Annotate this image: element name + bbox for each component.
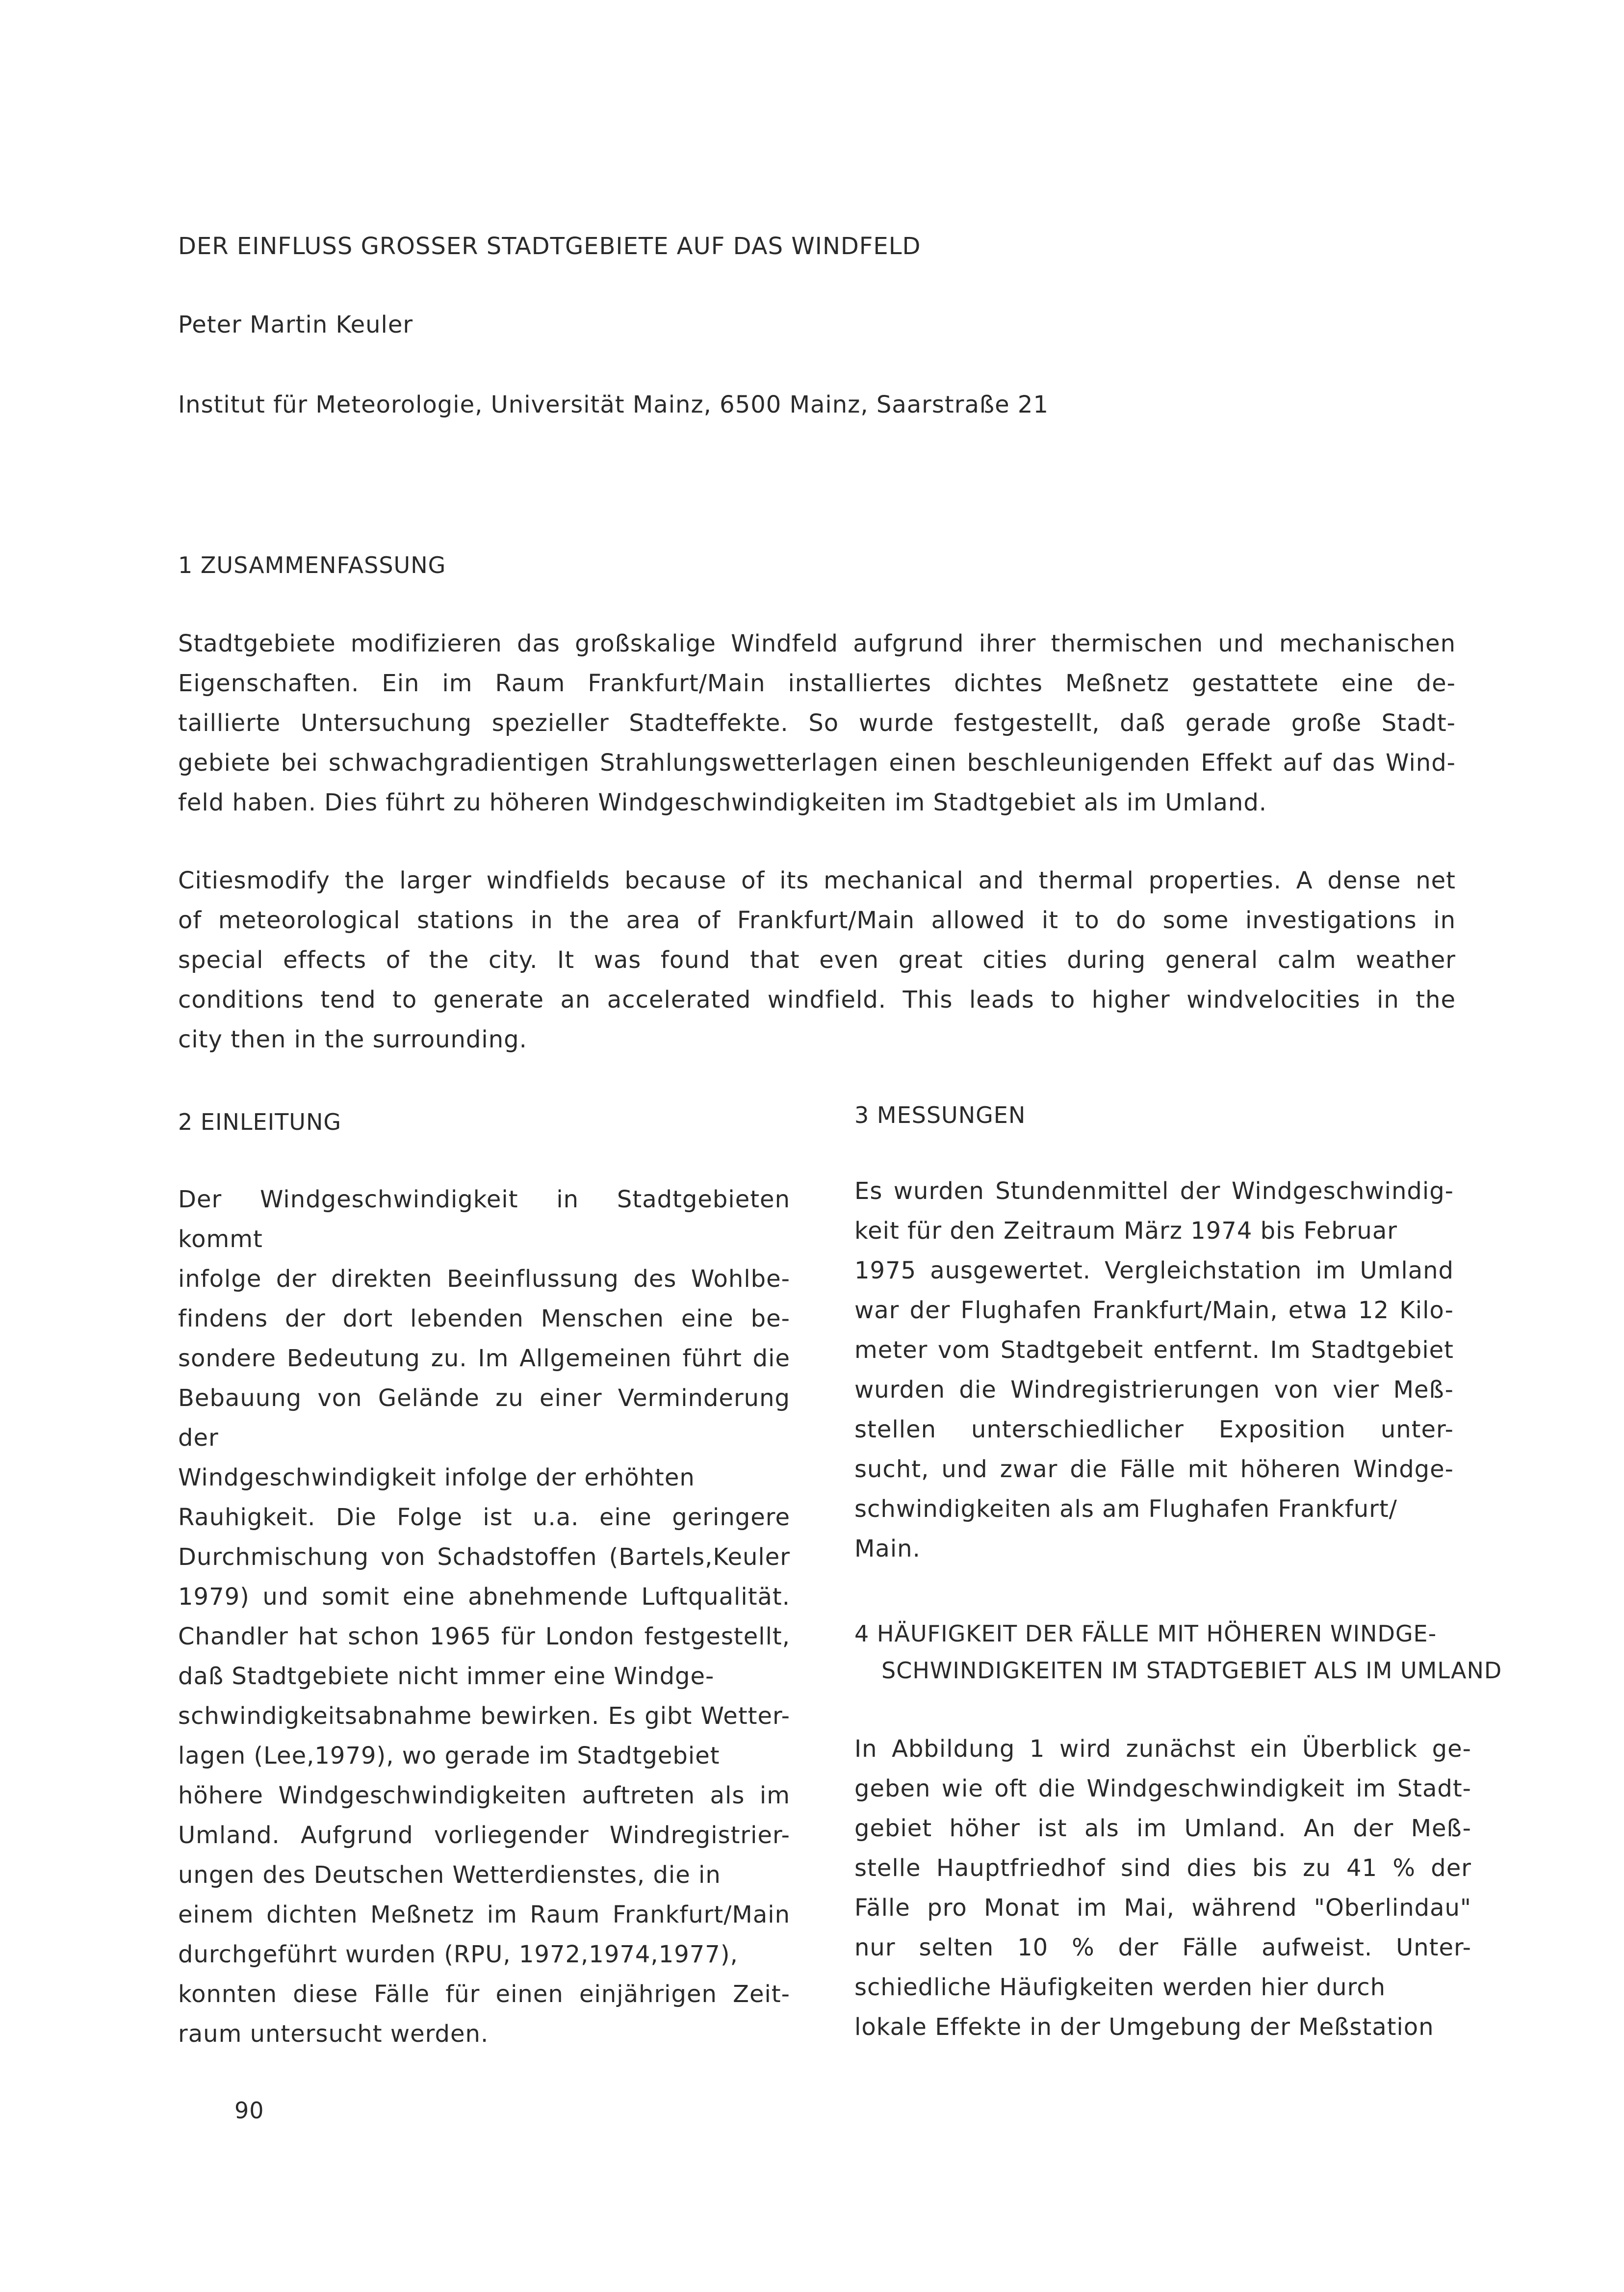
abstract-english-line: special effects of the city. It was found that even great cities during general calm weather (178, 946, 1456, 974)
haeufigkeit-body (854, 1729, 1471, 2047)
abstract-german-line: taillierte Untersuchung spezieller Stadteffekte. So wurde festgestellt, daß gerade große Stadt- (178, 709, 1456, 737)
section-heading-einleitung: 2 EINLEITUNG (178, 1109, 342, 1135)
einleitung-line: daß Stadtgebiete nicht immer eine Windge- (178, 1663, 715, 1690)
page-number: 90 (234, 2097, 264, 2124)
haeufigkeit-line: gebiet höher ist als im Umland. An der Meß- (854, 1815, 1471, 1842)
section-heading-haeufigkeit-continued: SCHWINDIGKEITEN IM STADTGEBIET ALS IM UMLAND (881, 1657, 1502, 1684)
einleitung-line: ungen des Deutschen Wetterdienstes, die in (178, 1861, 721, 1889)
haeufigkeit-line: nur selten 10 % der Fälle aufweist. Unter- (854, 1934, 1471, 1961)
section-heading-zusammenfassung: 1 ZUSAMMENFASSUNG (178, 552, 446, 578)
abstract-english-line: city then in the surrounding. (178, 1026, 527, 1053)
haeufigkeit-line: Fälle pro Monat im Mai, während "Oberlindau" (854, 1894, 1471, 1922)
messungen-body (854, 1172, 1454, 1569)
paper-title: DER EINFLUSS GROSSER STADTGEBIETE AUF DAS WINDFELD (178, 233, 921, 260)
abstract-german-line: feld haben. Dies führt zu höheren Windgeschwindigkeiten im Stadtgebiet als im Umland. (178, 789, 1267, 816)
messungen-line: 1975 ausgewertet. Vergleichstation im Umland (854, 1257, 1454, 1284)
haeufigkeit-line: schiedliche Häufigkeiten werden hier durch (854, 1974, 1386, 2001)
einleitung-line: schwindigkeitsabnahme bewirken. Es gibt Wetter- (178, 1702, 790, 1730)
abstract-german (178, 624, 1456, 823)
einleitung-line: Bebauung von Gelände zu einer Verminderung der (178, 1384, 790, 1452)
einleitung-line: sondere Bedeutung zu. Im Allgemeinen führt die (178, 1345, 790, 1372)
einleitung-line: Windgeschwindigkeit infolge der erhöhten (178, 1464, 695, 1491)
einleitung-line: findens der dort lebenden Menschen eine be- (178, 1305, 790, 1332)
author-name: Peter Martin Keuler (178, 311, 413, 339)
author-affiliation: Institut für Meteorologie, Universität Mainz, 6500 Mainz, Saarstraße 21 (178, 391, 1049, 418)
abstract-english (178, 861, 1456, 1060)
einleitung-line: infolge der direkten Beeinflussung des Wohlbe- (178, 1265, 790, 1293)
abstract-english-line: of meteorological stations in the area of Frankfurt/Main allowed it to do some investigations in (178, 907, 1456, 934)
einleitung-line: lagen (Lee,1979), wo gerade im Stadtgebiet (178, 1742, 720, 1770)
section-heading-messungen: 3 MESSUNGEN (854, 1102, 1026, 1128)
haeufigkeit-line: stelle Hauptfriedhof sind dies bis zu 41 % der (854, 1854, 1471, 1882)
messungen-line: war der Flughafen Frankfurt/Main, etwa 12 Kilo- (854, 1297, 1454, 1324)
einleitung-line: durchgeführt wurden (RPU, 1972,1974,1977), (178, 1941, 738, 1968)
messungen-line: meter vom Stadtgebeit entfernt. Im Stadtgebiet (854, 1336, 1454, 1364)
einleitung-line: 1979) und somit eine abnehmende Luftqualität. (178, 1583, 790, 1611)
einleitung-line: Rauhigkeit. Die Folge ist u.a. eine geringere (178, 1504, 790, 1531)
einleitung-line: Umland. Aufgrund vorliegender Windregistrier- (178, 1822, 790, 1849)
abstract-english-line: conditions tend to generate an accelerated windfield. This leads to higher windvelocities in the (178, 986, 1456, 1014)
einleitung-line: raum untersucht werden. (178, 2020, 489, 2048)
einleitung-line: Durchmischung von Schadstoffen (Bartels,Keuler (178, 1543, 790, 1571)
messungen-line: Es wurden Stundenmittel der Windgeschwindig- (854, 1177, 1454, 1205)
abstract-german-line: gebiete bei schwachgradientigen Strahlungswetterlagen einen beschleunigenden Effekt auf das Wind- (178, 749, 1456, 777)
einleitung-line: höhere Windgeschwindigkeiten auftreten als im (178, 1782, 790, 1809)
abstract-english-line: Citiesmodify the larger windfields because of its mechanical and thermal properties. A dense net (178, 867, 1456, 894)
abstract-german-line: Stadtgebiete modifizieren das großskalige Windfeld aufgrund ihrer thermischen und mechanischen (178, 630, 1456, 657)
haeufigkeit-line: geben wie oft die Windgeschwindigkeit im Stadt- (854, 1775, 1471, 1802)
haeufigkeit-line: In Abbildung 1 wird zunächst ein Überblick ge- (854, 1735, 1471, 1763)
messungen-line: keit für den Zeitraum März 1974 bis Februar (854, 1217, 1397, 1245)
einleitung-body (178, 1180, 790, 2054)
messungen-line: sucht, und zwar die Fälle mit höheren Windge- (854, 1456, 1454, 1483)
einleitung-line: Chandler hat schon 1965 für London festgestellt, (178, 1623, 790, 1650)
messungen-line: Main. (854, 1535, 921, 1563)
abstract-german-line: Eigenschaften. Ein im Raum Frankfurt/Main installiertes dichtes Meßnetz gestattete eine de- (178, 670, 1456, 697)
einleitung-line: konnten diese Fälle für einen einjährigen Zeit- (178, 1980, 790, 2008)
einleitung-line: Der Windgeschwindigkeit in Stadtgebieten kommt (178, 1186, 790, 1253)
section-heading-haeufigkeit: 4 HÄUFIGKEIT DER FÄLLE MIT HÖHEREN WINDGE- (854, 1620, 1437, 1647)
haeufigkeit-line: lokale Effekte in der Umgebung der Meßstation (854, 2013, 1434, 2041)
messungen-line: stellen unterschiedlicher Exposition unter- (854, 1416, 1454, 1443)
messungen-line: wurden die Windregistrierungen von vier Meß- (854, 1376, 1454, 1404)
messungen-line: schwindigkeiten als am Flughafen Frankfurt/ (854, 1495, 1397, 1523)
einleitung-line: einem dichten Meßnetz im Raum Frankfurt/Main (178, 1901, 790, 1928)
